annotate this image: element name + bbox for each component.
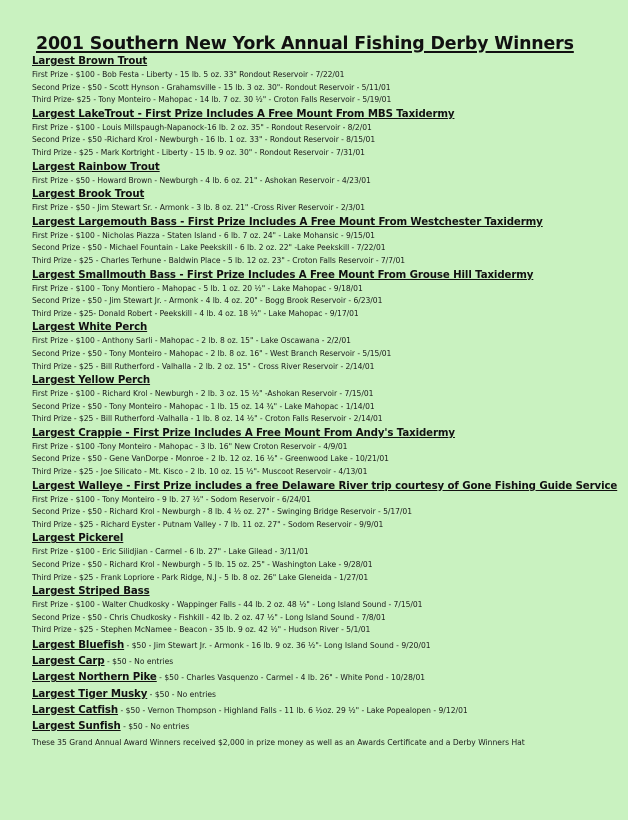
- category-heading: Largest Tiger Musky: [32, 688, 148, 700]
- prize-entry: Third Prize - $25 - Richard Eyster - Putnam Valley - 7 lb. 11 oz. 27" - Sodom Reservoir - 9/9/01: [32, 519, 384, 529]
- page-title: 2001 Southern New York Annual Fishing Derby Winners: [36, 34, 574, 54]
- prize-entry: - $50 - No entries: [120, 721, 190, 731]
- prize-entry: First Prize - $100 - Anthony Sarli - Mahopac - 2 lb. 8 oz. 15" - Lake Oscawana - 2/2/01: [32, 336, 351, 346]
- prize-entry: First Prize - $100 - Nicholas Piazza - Staten Island - 6 lb. 7 oz. 24" - Lake Mohansic - 9/15/01: [32, 230, 375, 240]
- prize-entry: Third Prize- $25 - Tony Monteiro - Mahopac - 14 lb. 7 oz. 30 ½" - Croton Falls Reservoir - 5/19/01: [32, 95, 392, 105]
- prize-entry: Second Prize - $50 - Scott Hynson - Grahamsville - 15 lb. 3 oz. 30"- Rondout Reservoir - 5/11/01: [32, 82, 391, 92]
- inline-category-entry: [32, 670, 624, 685]
- prize-entry: Second Prize - $50 - Michael Fountain - Lake Peekskill - 6 lb. 2 oz. 22" -Lake Peekskill - 7/22/01: [32, 243, 386, 253]
- prize-entry: Third Prize - $25 - Bill Rutherford - Valhalla - 2 lb. 2 oz. 15" - Cross River Reservoir - 2/14/01: [32, 361, 375, 371]
- prize-entry: Second Prize - $50 - Chris Chudkosky - Fishkill - 42 lb. 2 oz. 47 ½" - Long Island Sound - 7/8/01: [32, 612, 386, 622]
- category-heading: Largest Rainbow Trout: [32, 161, 160, 173]
- prize-entry: - $50 - No entries: [104, 657, 174, 667]
- inline-category-entry: [32, 687, 624, 702]
- prize-entry: First Prize - $50 - Howard Brown - Newburgh - 4 lb. 6 oz. 21" - Ashokan Reservoir - 4/23/01: [32, 175, 371, 185]
- category-heading: Largest Pickerel: [32, 533, 124, 545]
- prize-entry: Third Prize - $25 - Mark Kortright - Liberty - 15 lb. 9 oz. 30" - Rondout Reservoir - 7/31/01: [32, 147, 365, 157]
- category-section: [32, 56, 624, 107]
- footer-note: These 35 Grand Annual Award Winners received $2,000 in prize money as well as an Awards Certificate and a Derby Winners Hat: [32, 738, 525, 748]
- categories-container: [32, 56, 624, 637]
- prize-entry: First Prize - $100 - Tony Monteiro - 9 lb. 27 ½" - Sodom Reservoir - 6/24/01: [32, 494, 311, 504]
- category-heading: Largest Smallmouth Bass - First Prize Includes A Free Mount From Grouse Hill Taxidermy: [32, 269, 534, 281]
- prize-entry: - $50 - Charles Vasquenzo - Carmel - 4 lb. 26" - White Pond - 10/28/01: [156, 673, 426, 683]
- prize-entry: First Prize - $100 - Bob Festa - Liberty - 15 lb. 5 oz. 33" Rondout Reservoir - 7/22/01: [32, 70, 345, 79]
- category-heading: Largest Largemouth Bass - First Prize Includes A Free Mount From Westchester Taxidermy: [32, 216, 543, 228]
- category-section: [32, 428, 624, 479]
- prize-entry: First Prize - $100 - Eric Silidjian - Carmel - 6 lb. 27" - Lake Gilead - 3/11/01: [32, 547, 309, 557]
- category-section: [32, 189, 624, 215]
- category-heading: Largest LakeTrout - First Prize Includes A Free Mount From MBS Taxidermy: [32, 108, 455, 120]
- category-section: [32, 375, 624, 426]
- prize-entry: Third Prize - $25- Donald Robert - Peekskill - 4 lb. 4 oz. 18 ½" - Lake Mahopac - 9/17/01: [32, 308, 359, 318]
- category-heading: Largest Brook Trout: [32, 189, 145, 201]
- category-heading: Largest Bluefish: [32, 640, 125, 651]
- category-heading: Largest Sunfish: [32, 720, 121, 732]
- prize-entry: First Prize - $100 - Walter Chudkosky - Wappinger Falls - 44 lb. 2 oz. 48 ½" - Long Island Sound - 7/15/01: [32, 600, 423, 610]
- category-section: [32, 586, 624, 637]
- category-section: [32, 533, 624, 584]
- category-section: [32, 481, 624, 532]
- inline-categories-container: [32, 638, 624, 734]
- inline-category-entry: [32, 654, 624, 669]
- category-heading: Largest Northern Pike: [32, 672, 157, 684]
- category-section: [32, 270, 624, 321]
- category-heading: Largest Yellow Perch: [32, 375, 151, 387]
- prize-entry: - $50 - Jim Stewart Jr. - Armonk - 16 lb. 9 oz. 36 ½"- Long Island Sound - 9/20/01: [124, 641, 431, 650]
- prize-entry: - $50 - No entries: [147, 689, 216, 699]
- prize-entry: Third Prize - $25 - Charles Terhune - Baldwin Place - 5 lb. 12 oz. 23" - Croton Falls Reservoir - 7/7/01: [32, 255, 406, 265]
- category-heading: Largest Crappie - First Prize Includes A Free Mount From Andy's Taxidermy: [32, 427, 455, 439]
- prize-entry: - $50 - Vernon Thompson - Highland Falls - 11 lb. 6 ½oz. 29 ½" - Lake Popealopen - 9/12/01: [118, 705, 468, 715]
- prize-entry: First Prize - $100 - Tony Montiero - Mahopac - 5 lb. 1 oz. 20 ½" - Lake Mahopac - 9/18/01: [32, 283, 363, 293]
- prize-entry: Third Prize - $25 - Bill Rutherford -Valhalla - 1 lb. 8 oz. 14 ½" - Croton Falls Reservoir - 2/14/01: [32, 414, 383, 424]
- category-heading: Largest White Perch: [32, 322, 148, 334]
- prize-entry: Third Prize - $25 - Frank Lopriore - Park Ridge, N.J - 5 lb. 8 oz. 26" Lake Gleneida - 1/27/01: [32, 572, 369, 582]
- prize-entry: Second Prize - $50 -Richard Krol - Newburgh - 16 lb. 1 oz. 33" - Rondout Reservoir - 8/15/01: [32, 135, 376, 145]
- category-section: [32, 109, 624, 160]
- prize-entry: First Prize - $100 - Richard Krol - Newburgh - 2 lb. 3 oz. 15 ½" -Ashokan Reservoir - 7/15/01: [32, 389, 374, 399]
- prize-entry: Second Prize - $50 - Gene VanDorpe - Monroe - 2 lb. 12 oz. 16 ½" - Greenwood Lake - 10/21/01: [32, 454, 389, 464]
- category-section: [32, 217, 624, 268]
- prize-entry: First Prize - $100 -Tony Monteiro - Mahopac - 3 lb. 16" New Croton Reservoir - 4/9/01: [32, 441, 348, 451]
- prize-entry: Second Prize - $50 - Tony Monteiro - Mahopac - 1 lb. 15 oz. 14 ¾" - Lake Mahopac - 1/14/01: [32, 401, 375, 411]
- category-section: [32, 162, 624, 188]
- winners-list: [32, 56, 624, 749]
- category-heading: Largest Striped Bass: [32, 586, 150, 598]
- inline-category-entry: [32, 703, 624, 718]
- category-section: [32, 322, 624, 373]
- prize-entry: Second Prize - $50 - Tony Monteiro - Mahopac - 2 lb. 8 oz. 16" - West Branch Reservoir - 5/15/01: [32, 348, 392, 358]
- category-heading: Largest Catfish: [32, 704, 119, 716]
- prize-entry: Second Prize - $50 - Jim Stewart Jr. - Armonk - 4 lb. 4 oz. 20" - Bogg Brook Reservoir - 6/23/01: [32, 296, 383, 306]
- prize-entry: First Prize - $100 - Louis Millspaugh-Napanock-16 lb. 2 oz. 35" - Rondout Reservoir - 8/2/01: [32, 122, 372, 132]
- prize-entry: Second Prize - $50 - Richard Krol - Newburgh - 5 lb. 15 oz. 25" - Washington Lake - 9/28/01: [32, 560, 373, 570]
- prize-entry: Third Prize - $25 - Stephen McNamee - Beacon - 35 lb. 9 oz. 42 ½" - Hudson River - 5/1/01: [32, 625, 371, 635]
- category-heading: Largest Walleye - First Prize includes a free Delaware River trip courtesy of Gone Fishing Guide Service: [32, 480, 618, 492]
- inline-category-entry: [32, 719, 624, 734]
- prize-entry: First Prize - $50 - Jim Stewart Sr. - Armonk - 3 lb. 8 oz. 21" -Cross River Reservoir - 2/3/01: [32, 203, 365, 213]
- category-heading: Largest Brown Trout: [32, 56, 148, 67]
- prize-entry: Third Prize - $25 - Joe Silicato - Mt. Kisco - 2 lb. 10 oz. 15 ½"- Muscoot Reservoir - 4/13/01: [32, 467, 368, 477]
- category-heading: Largest Carp: [32, 656, 105, 668]
- prize-entry: Second Prize - $50 - Richard Krol - Newburgh - 8 lb. 4 ½ oz. 27" - Swinging Bridge Reservoir - 5/17/01: [32, 507, 412, 517]
- inline-category-entry: [32, 638, 624, 653]
